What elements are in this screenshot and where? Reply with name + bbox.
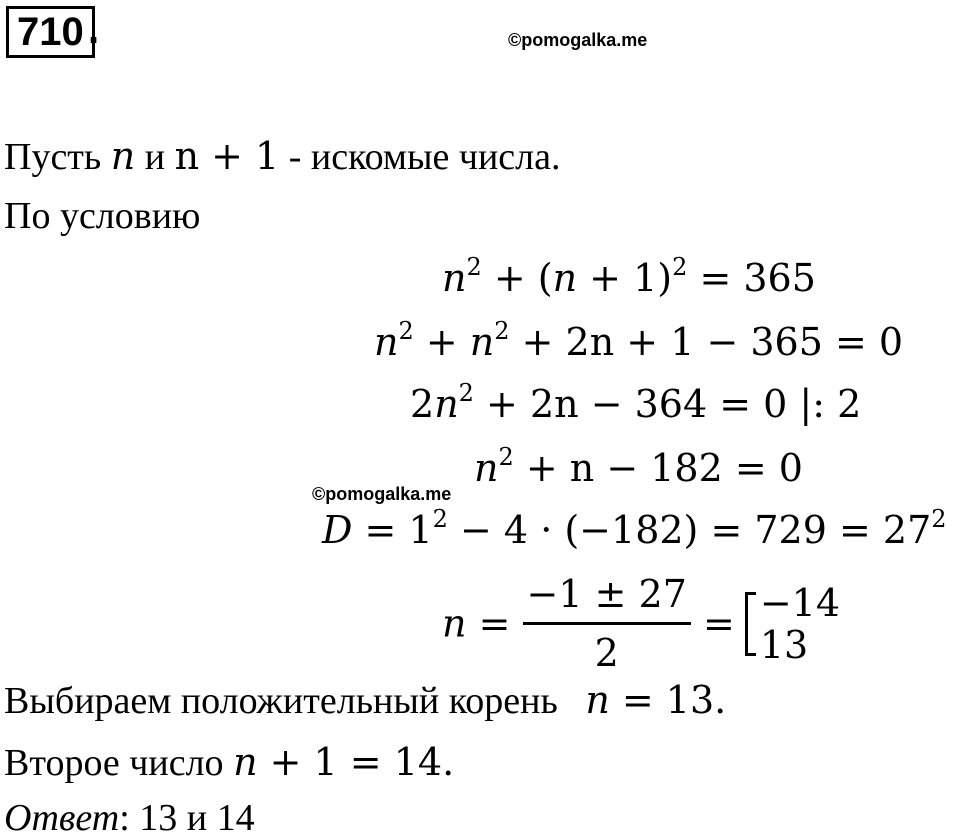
root-1: −14 (759, 580, 841, 625)
intro-line-2: По условию (4, 195, 201, 237)
intro-end: - искомые числа. (288, 136, 561, 178)
roots-fraction (523, 572, 691, 675)
equation-1-rhs: = 365 (699, 256, 816, 300)
discriminant: $D = 1^2 - 4 \cdot (-182) = 729 = 27^2$ (322, 505, 947, 552)
answer-line (4, 796, 255, 840)
problem-number: 710 (6, 6, 95, 58)
intro-conj: и (144, 136, 166, 178)
intro-start: Пусть (4, 136, 102, 178)
discriminant-rest: = 729 = 27 (710, 508, 932, 552)
intro-line-1 (4, 134, 561, 179)
watermark-top: ©pomogalka.me (508, 30, 648, 50)
equation-1: $n^2 + (n + 1)^2 = 365$ (442, 253, 816, 300)
equation-4-rest: + n − 182 = 0 (525, 446, 803, 490)
watermark-middle: ©pomogalka.me (312, 484, 452, 504)
fraction-numerator: −1 ± 27 (526, 572, 687, 616)
conclusion-1-text: Выбираем положительный корень (4, 680, 558, 722)
var-n: n (110, 134, 136, 178)
equation-4: $n^2 + n - 182 = 0$ (474, 443, 803, 490)
equation-2-rest: + 2n + 1 − 365 = 0 (521, 320, 904, 364)
fraction-denominator: 2 (594, 631, 619, 675)
equation-3: $2n^2 + 2n - 364 = 0$ |: 2 (410, 379, 862, 426)
conclusion-line-1 (4, 678, 726, 723)
fraction-bar (523, 622, 691, 625)
conclusion-1-math: n = 13. (585, 678, 727, 722)
set-bracket (745, 592, 756, 656)
equation-2: $n^2 + n^2 + 2n + 1 - 365 = 0$ (374, 317, 904, 364)
conclusion-2-text: Второе число (4, 742, 224, 784)
conclusion-2-math: n + 1 = 14. (233, 740, 455, 784)
roots-list (760, 582, 840, 666)
equation-3-rest: + 2n − 364 = 0 |: 2 (486, 382, 862, 426)
problem-number-dot: . (88, 8, 100, 52)
root-2: 13 (759, 622, 809, 667)
expr-n-plus-1: n + 1 (174, 134, 280, 178)
conclusion-line-2 (4, 740, 454, 785)
roots-formula: n = $\frac{-1 \pm 27}{2}$ = −14 13 (442, 572, 841, 675)
answer-value: : 13 и 14 (119, 797, 255, 839)
answer-label: Ответ (4, 797, 120, 839)
